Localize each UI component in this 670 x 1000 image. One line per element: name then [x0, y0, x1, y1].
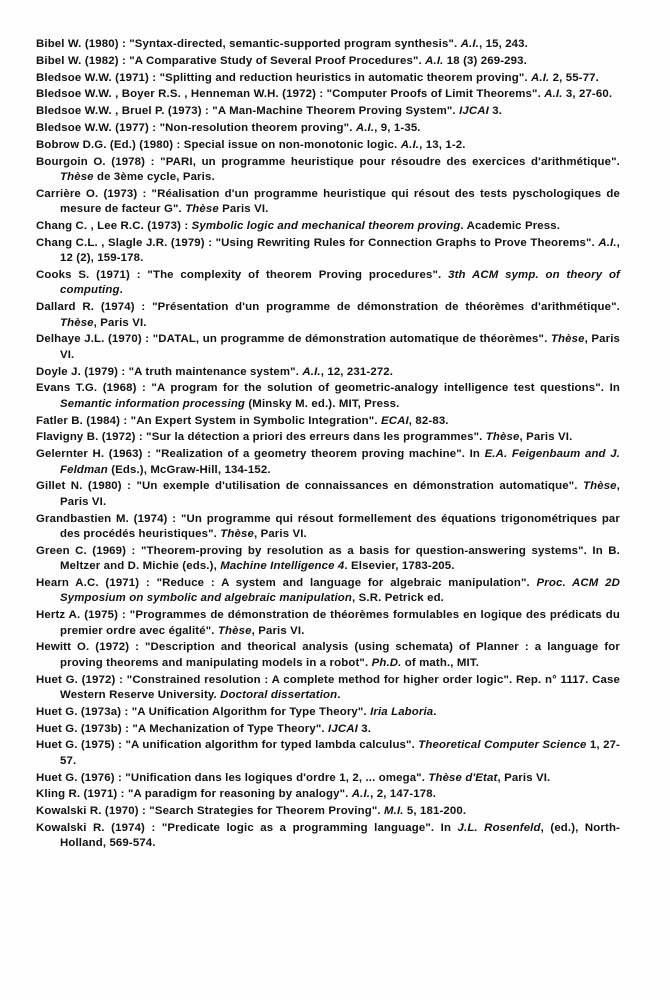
reference-details: (Minsky M. ed.). MIT, Press.: [245, 397, 400, 410]
reference-author: Gelernter H. (1963) :: [36, 448, 156, 461]
reference-source: A.I.: [598, 236, 617, 249]
reference-source: J.L. Rosenfeld: [457, 822, 541, 834]
reference-entry: [36, 544, 620, 575]
reference-entry: [36, 381, 620, 412]
reference-details: 3.: [488, 105, 503, 118]
reference-author: Grandbastien M. (1974) :: [36, 512, 181, 525]
reference-author: Huet G. (1973a) :: [36, 705, 132, 718]
reference-details: 3, 27-60.: [562, 88, 613, 101]
reference-text: "A Man-Machine Theorem Proving System".: [212, 105, 460, 118]
reference-details: , Paris VI.: [497, 771, 551, 784]
reference-text: "Using Rewriting Rules for Connection Graphs to Prove Theorems".: [215, 236, 599, 249]
reference-details: , 13, 1-2.: [419, 138, 466, 151]
reference-text: "Constrained resolution : A complete method for higher order logic". Rep. n° 1117. Case Western Reserve University.: [60, 673, 621, 702]
reference-details: de 3ème cycle, Paris.: [93, 170, 215, 183]
reference-text: Special issue on non-monotonic logic.: [183, 138, 401, 151]
reference-source: A.I.: [351, 788, 371, 801]
reference-details: , 2, 147-178.: [370, 788, 437, 801]
reference-source: A.I.: [400, 138, 420, 151]
reference-text: "A Comparative Study of Several Proof Procedures".: [129, 54, 426, 67]
reference-author: Bibel W. (1980) :: [36, 38, 130, 50]
reference-author: Bibel W. (1982) :: [36, 54, 130, 67]
reference-text: "Programmes de démonstration de théorèmes formulables en logique des prédicats du premier ordre avec égalité".: [60, 609, 621, 637]
reference-details: (Eds.), McGraw-Hill, 134-152.: [107, 463, 271, 476]
reference-text: "A paradigm for reasoning by analogy".: [127, 788, 352, 801]
reference-entry: [36, 187, 620, 218]
reference-author: Kowalski R. (1970) :: [36, 805, 150, 818]
reference-author: Chang C.L. , Slagle J.R. (1979) :: [36, 236, 216, 249]
reference-text: "PARI, un programme heuristique pour résoudre des exercices d'arithmétique".: [160, 155, 620, 168]
reference-text: "Predicate logic as a programming language". In: [161, 822, 458, 834]
reference-source: ECAI: [380, 414, 409, 427]
reference-source: Proc. ACM 2D Symposium on symbolic and algebraic manipulation: [60, 577, 620, 605]
reference-author: Bobrow D.G. (Ed.) (1980) :: [36, 138, 184, 151]
reference-source: Theoretical Computer Science: [418, 739, 587, 752]
reference-entry: [36, 104, 620, 119]
reference-details: , 12, 231-272.: [320, 365, 394, 378]
reference-details: 2, 55-77.: [549, 71, 599, 84]
reference-source: Thèse: [485, 431, 520, 444]
reference-details: 18 (3) 269-293.: [443, 54, 527, 67]
reference-text: "DATAL, un programme de démonstration automatique de théorèmes".: [152, 333, 551, 346]
reference-author: Cooks S. (1971) :: [36, 268, 148, 281]
reference-author: Kling R. (1971) :: [36, 788, 128, 801]
reference-text: "Theorem-proving by resolution as a basis for question-answering systems". In B. Meltzer and D. Michie (eds.),: [60, 544, 620, 573]
reference-entry: [36, 332, 620, 363]
reference-text: "Réalisation d'un programme heuristique qui résout des tests pyschologiques de mesure de facteur G".: [60, 187, 621, 216]
reference-details: , Paris VI.: [519, 431, 573, 444]
reference-source: Ph.D.: [371, 656, 402, 669]
reference-source: Thèse: [60, 170, 94, 183]
reference-author: Huet G. (1973b) :: [36, 722, 133, 735]
reference-details: , Paris VI.: [253, 528, 307, 540]
reference-source: Thèse: [583, 480, 617, 493]
reference-author: Dallard R. (1974) :: [36, 301, 153, 314]
reference-entry: [36, 722, 620, 737]
reference-author: Doyle J. (1979) :: [36, 365, 129, 378]
reference-entry: [36, 54, 620, 69]
reference-author: Evans T.G. (1968) :: [36, 382, 152, 395]
reference-details: , Paris VI.: [60, 333, 621, 361]
reference-author: Huet G. (1975) :: [36, 739, 126, 752]
reference-entry: [36, 219, 620, 234]
reference-details: , Paris VI.: [60, 480, 620, 508]
reference-source: A.I.: [531, 71, 550, 84]
reference-entry: [36, 300, 620, 331]
reference-entry: [36, 37, 620, 52]
reference-details: .: [433, 705, 437, 718]
reference-source: 3th ACM symp. on theory of computing: [60, 268, 620, 297]
reference-text: "Search Strategies for Theorem Proving".: [149, 805, 384, 818]
reference-author: Bourgoin O. (1978) :: [36, 155, 161, 168]
reference-source: A.I.: [460, 38, 479, 50]
reference-source: Thèse: [185, 203, 219, 216]
reference-source: Doctoral dissertation: [220, 689, 338, 702]
reference-author: Fatler B. (1984) :: [36, 414, 131, 427]
reference-source: IJCAI: [328, 722, 358, 735]
reference-entry: [36, 705, 620, 720]
reference-details: 5, 181-200.: [403, 805, 467, 818]
reference-source: Iria Laboria: [370, 705, 434, 718]
reference-text: "Non-resolution theorem proving".: [159, 121, 356, 134]
reference-entry: [36, 821, 620, 852]
reference-source: A.I.: [544, 88, 563, 101]
reference-source: Machine Intelligence 4: [220, 560, 345, 573]
reference-source: Thèse: [217, 624, 252, 637]
reference-author: Carrière O. (1973) :: [36, 187, 152, 200]
reference-text: "Reduce : A system and language for algebraic manipulation".: [156, 577, 537, 589]
reference-entry: [36, 738, 620, 769]
reference-entry: [36, 71, 620, 86]
reference-details: , 12 (2), 159-178.: [60, 236, 620, 265]
reference-details: of math., MIT.: [401, 656, 480, 669]
reference-author: Bledsoe W.W. , Boyer R.S. , Henneman W.H. (1972) :: [36, 88, 327, 101]
reference-author: Flavigny B. (1972) :: [36, 431, 147, 444]
reference-details: , 9, 1-35.: [374, 121, 421, 134]
reference-source: Thèse d'Etat: [428, 771, 498, 784]
reference-details: , S.R. Petrick ed.: [352, 592, 444, 605]
reference-author: Huet G. (1976) :: [36, 771, 126, 784]
reference-entry: [36, 479, 620, 510]
reference-author: Delhaye J.L. (1970) :: [36, 333, 153, 346]
reference-entry: [36, 576, 620, 607]
reference-author: Green C. (1969) :: [36, 544, 141, 557]
reference-source: Thèse: [550, 333, 585, 346]
reference-entry: [36, 804, 620, 819]
reference-entry: [36, 640, 620, 671]
reference-text: "Syntax-directed, semantic-supported program synthesis".: [129, 38, 461, 50]
reference-entry: [36, 236, 620, 267]
reference-details: , 15, 243.: [478, 38, 528, 50]
reference-author: Bledsoe W.W. , Bruel P. (1973) :: [36, 105, 213, 118]
reference-text: "The complexity of theorem Proving procedures".: [147, 268, 449, 281]
reference-text: "Unification dans les logiques d'ordre 1, 2, ... omega".: [125, 771, 429, 784]
reference-details: . Elsevier, 1783-205.: [344, 560, 455, 573]
reference-details: , Paris VI.: [251, 624, 305, 637]
reference-entry: [36, 414, 620, 429]
reference-entry: [36, 365, 620, 380]
reference-source: Semantic information processing: [60, 397, 246, 410]
reference-details: .: [119, 284, 123, 297]
reference-text: "A Unification Algorithm for Type Theory".: [131, 705, 371, 718]
reference-text: "Splitting and reduction heuristics in automatic theorem proving".: [159, 71, 532, 84]
reference-author: Gillet N. (1980) :: [36, 480, 137, 493]
reference-entry: [36, 787, 620, 802]
reference-details: . Academic Press.: [460, 219, 561, 232]
reference-author: Kowalski R. (1974) :: [36, 822, 162, 834]
reference-text: "Realization of a geometry theorem proving machine". In: [155, 448, 485, 461]
reference-text: "Présentation d'un programme de démonstration de théorèmes d'arithmétique".: [152, 301, 620, 314]
reference-text: "An Expert System in Symbolic Integration".: [130, 414, 381, 427]
reference-details: , 82-83.: [408, 414, 449, 427]
reference-entry: [36, 268, 620, 299]
reference-text: "A program for the solution of geometric-analogy intelligence test questions". In: [151, 382, 620, 395]
reference-source: E.A. Feigenbaum and J. Feldman: [60, 448, 620, 476]
reference-text: "A truth maintenance system".: [128, 365, 303, 378]
reference-entry: [36, 512, 620, 543]
reference-author: Bledsoe W.W. (1977) :: [36, 121, 160, 134]
reference-entry: [36, 447, 620, 478]
reference-entry: [36, 121, 620, 136]
reference-entry: [36, 771, 620, 786]
reference-source: A.I.: [302, 365, 321, 378]
reference-details: 3.: [357, 722, 372, 735]
reference-source: Symbolic logic and mechanical theorem proving: [191, 219, 461, 232]
reference-list: [36, 37, 620, 853]
reference-author: Bledsoe W.W. (1971) :: [36, 71, 160, 84]
reference-author: Hertz A. (1975) :: [36, 609, 130, 622]
reference-text: "Description and theorical analysis (using schemata) of Planner : a language for proving theorems and manipulating models in a robot".: [60, 641, 620, 669]
reference-text: "Un programme qui résout formellement des équations trigonométriques par des procédés heuristiques".: [60, 512, 620, 540]
reference-source: Thèse: [220, 528, 254, 540]
reference-entry: [36, 608, 620, 639]
reference-entry: [36, 87, 620, 102]
reference-author: Hewitt O. (1972) :: [36, 641, 145, 654]
reference-source: Thèse: [60, 316, 94, 329]
reference-source: M.I.: [384, 805, 404, 818]
reference-author: Hearn A.C. (1971) :: [36, 577, 157, 589]
reference-entry: [36, 155, 620, 186]
reference-text: "A Mechanization of Type Theory".: [132, 722, 329, 735]
reference-author: Huet G. (1972) :: [36, 673, 127, 686]
reference-source: IJCAI: [459, 105, 489, 118]
reference-details: Paris VI.: [218, 203, 269, 216]
reference-details: 1, 27-57.: [60, 739, 621, 767]
reference-details: , (ed.), North-Holland, 569-574.: [60, 822, 620, 850]
reference-text: "Computer Proofs of Limit Theorems".: [326, 88, 545, 101]
reference-text: "Un exemple d'utilisation de connaissances en démonstration automatique".: [136, 480, 583, 493]
reference-text: "A unification algorithm for typed lambda calculus".: [125, 739, 419, 752]
reference-details: .: [337, 689, 341, 702]
reference-entry: [36, 138, 620, 153]
reference-author: Chang C. , Lee R.C. (1973) :: [36, 219, 192, 232]
reference-source: A.I.: [425, 54, 444, 67]
reference-details: , Paris VI.: [93, 316, 147, 329]
reference-text: "Sur la détection a priori des erreurs dans les programmes".: [146, 431, 486, 444]
reference-source: A.I.: [355, 121, 375, 134]
reference-entry: [36, 673, 620, 704]
reference-entry: [36, 430, 620, 445]
